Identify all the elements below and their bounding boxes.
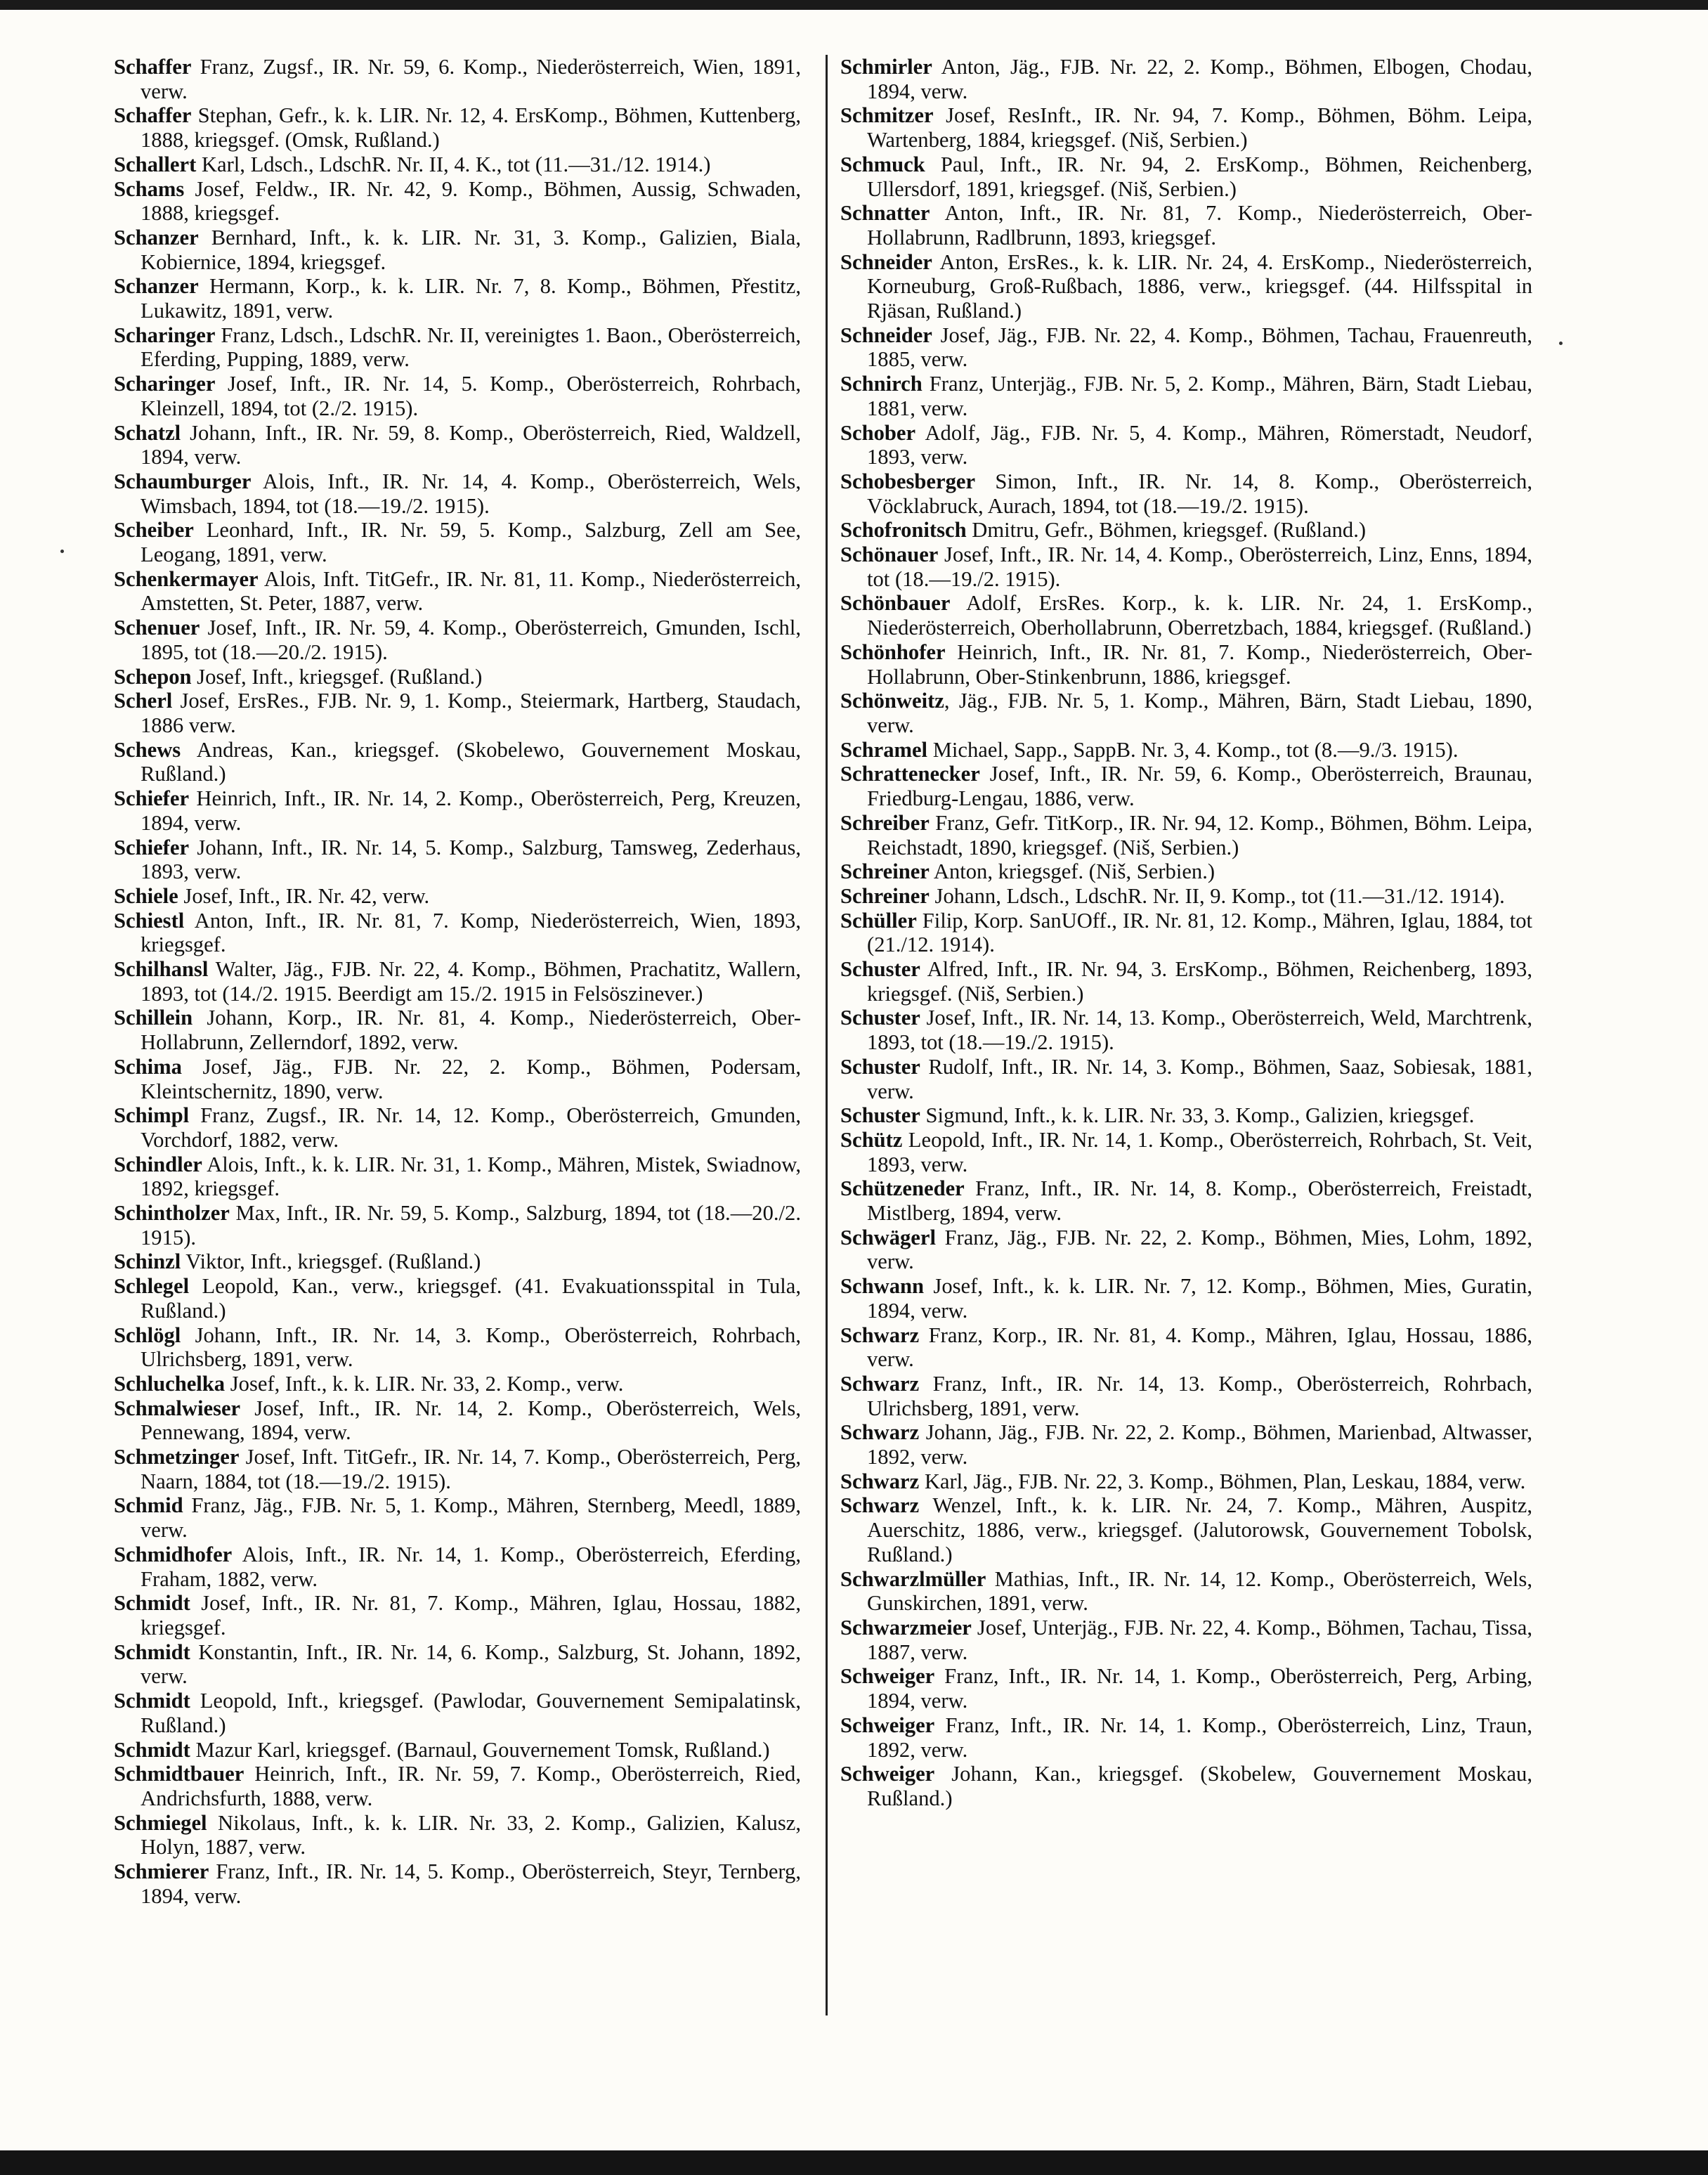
entry-details: Franz, Jäg., FJB. Nr. 22, 2. Komp., Böhmen, Mies, Lohm, 1892, verw. (867, 1225, 1532, 1274)
scan-border-top (0, 0, 1708, 10)
register-entry (114, 1249, 801, 1274)
entry-surname: Scharinger (114, 323, 216, 347)
entry-details: Anton, ErsRes., k. k. LIR. Nr. 24, 4. ErsKomp., Niederösterreich, Korneuburg, Groß-Rußbach, 1886, verw., kriegsgef. (44. Hilfsspital in Rjäsan, Rußland.) (867, 249, 1532, 323)
entry-details: Josef, Feldw., IR. Nr. 42, 9. Komp., Böhmen, Aussig, Schwaden, 1888, kriegsgef. (141, 176, 801, 226)
register-entry (840, 1226, 1532, 1274)
entry-details: Sigmund, Inft., k. k. LIR. Nr. 33, 3. Komp., Galizien, kriegsgef. (920, 1103, 1475, 1128)
column-divider (826, 55, 828, 2015)
entry-surname: Schews (114, 737, 181, 762)
register-entry (114, 1543, 801, 1591)
entry-surname: Schneider (840, 323, 932, 347)
entry-details: Leopold, Kan., verw., kriegsgef. (41. Evakuationsspital in Tula, Rußland.) (141, 1274, 801, 1323)
entry-details: Michael, Sapp., SappB. Nr. 3, 4. Komp., tot (8.—9./3. 1915). (927, 737, 1459, 762)
entry-surname: Schreiber (840, 810, 930, 835)
register-entry (114, 1493, 801, 1542)
register-entry (840, 323, 1532, 372)
entry-details: Johann, Ldsch., LdschR. Nr. II, 9. Komp., tot (11.—31./12. 1914). (929, 883, 1505, 908)
entry-details: Alfred, Inft., IR. Nr. 94, 3. ErsKomp., Böhmen, Reichenberg, 1893, kriegsgef. (Niš, Serbien.) (867, 957, 1532, 1006)
register-entry (840, 1274, 1532, 1323)
entry-details: Max, Inft., IR. Nr. 59, 5. Komp., Salzburg, 1894, tot (18.—20./2. 1915). (141, 1201, 801, 1249)
entry-details: Mathias, Inft., IR. Nr. 14, 12. Komp., Oberösterreich, Wels, Gunskirchen, 1891, verw. (867, 1566, 1532, 1616)
entry-details: Johann, Inft., IR. Nr. 59, 8. Komp., Oberösterreich, Ried, Waldzell, 1894, verw. (141, 420, 801, 469)
entry-details: Leonhard, Inft., IR. Nr. 59, 5. Komp., Salzburg, Zell am See, Leogang, 1891, verw. (141, 518, 801, 567)
entry-details: Johann, Inft., IR. Nr. 14, 5. Komp., Salzburg, Tamsweg, Zederhaus, 1893, verw. (141, 835, 801, 884)
register-entry (114, 1372, 801, 1396)
register-entry (114, 909, 801, 957)
register-entry (840, 1664, 1532, 1713)
entry-surname: Schrattenecker (840, 762, 980, 786)
entry-details: Josef, Inft., kriegsgef. (Rußland.) (191, 664, 483, 689)
entry-surname: Schnirch (840, 372, 923, 396)
entry-surname: Schams (114, 176, 185, 201)
entry-details: Alois, Inft., k. k. LIR. Nr. 31, 1. Komp., Mähren, Mistek, Swiadnow, 1892, kriegsgef. (141, 1152, 801, 1201)
entry-details: Franz, Unterjäg., FJB. Nr. 5, 2. Komp., Mähren, Bärn, Stadt Liebau, 1881, verw. (867, 372, 1532, 420)
entry-surname: Schluchelka (114, 1371, 226, 1396)
register-entry (840, 1762, 1532, 1810)
entry-surname: Schmetzinger (114, 1445, 240, 1469)
entry-surname: Schiele (114, 883, 178, 908)
register-entry (840, 103, 1532, 152)
entry-details: Johann, Kan., kriegsgef. (Skobelew, Gouvernement Moskau, Rußland.) (867, 1762, 1532, 1810)
register-entry (114, 567, 801, 616)
entry-surname: Schwarzmeier (840, 1616, 972, 1640)
entry-surname: Schlögl (114, 1323, 181, 1347)
entry-surname: Schallert (114, 152, 197, 176)
entry-details: Heinrich, Inft., IR. Nr. 81, 7. Komp., Niederösterreich, Ober-Hollabrunn, Ober-Stinkenbrunn, 1886, kriegsgef. (867, 639, 1532, 689)
entry-surname: Schreiner (840, 883, 930, 908)
entry-details: Josef, Inft. TitGefr., IR. Nr. 14, 7. Komp., Oberösterreich, Perg, Naarn, 1884, tot (18.—19./2. 1915). (141, 1445, 801, 1493)
entry-surname: Schuster (840, 1054, 920, 1079)
register-entry (114, 957, 801, 1006)
entry-surname: Schwann (840, 1274, 925, 1299)
entry-surname: Schanzer (114, 274, 199, 299)
entry-details: Johann, Korp., IR. Nr. 81, 4. Komp., Niederösterreich, Ober-Hollabrunn, Zellerndorf, 1892, verw. (141, 1006, 801, 1055)
entry-surname: Schwarz (840, 1493, 920, 1518)
entry-surname: Schuster (840, 957, 920, 982)
register-entry (840, 1420, 1532, 1469)
register-entry (840, 1006, 1532, 1054)
entry-details: Konstantin, Inft., IR. Nr. 14, 6. Komp., Salzburg, St. Johann, 1892, verw. (141, 1640, 801, 1689)
entry-surname: Schönauer (840, 543, 939, 567)
entry-surname: Schillein (114, 1006, 193, 1030)
entry-surname: Schweiger (840, 1762, 935, 1786)
entry-details: Josef, ErsRes., FJB. Nr. 9, 1. Komp., Steiermark, Hartberg, Staudach, 1886 verw. (141, 689, 801, 737)
entry-details: Alois, Inft. TitGefr., IR. Nr. 81, 11. Komp., Niederösterreich, Amstetten, St. Peter, 1887, verw. (141, 566, 801, 616)
entry-details: Leopold, Inft., kriegsgef. (Pawlodar, Gouvernement Semipalatinsk, Rußland.) (141, 1689, 801, 1737)
register-entry (114, 518, 801, 566)
entry-surname: Schobesberger (840, 469, 976, 493)
entry-details: Franz, Zugsf., IR. Nr. 59, 6. Komp., Niederösterreich, Wien, 1891, verw. (141, 55, 801, 103)
entry-surname: Schramel (840, 737, 928, 762)
scan-speck (60, 550, 64, 553)
entry-surname: Schober (840, 420, 916, 445)
register-entry (840, 1176, 1532, 1225)
entry-details: Anton, Inft., IR. Nr. 81, 7. Komp., Niederösterreich, Ober-Hollabrunn, Radlbrunn, 1893, kriegsgef. (867, 201, 1532, 249)
entry-surname: Schütz (840, 1127, 903, 1152)
entry-details: Heinrich, Inft., IR. Nr. 14, 2. Komp., Oberösterreich, Perg, Kreuzen, 1894, verw. (141, 786, 801, 835)
entry-surname: Schützeneder (840, 1176, 965, 1201)
register-entry (840, 1713, 1532, 1762)
register-entry (114, 274, 801, 323)
entry-surname: Schmierer (114, 1859, 209, 1884)
entry-surname: Schuster (840, 1103, 920, 1128)
register-entry (114, 372, 801, 420)
entry-surname: Schweiger (840, 1664, 935, 1689)
register-entry (840, 738, 1532, 762)
entry-surname: Schwägerl (840, 1225, 936, 1249)
entry-surname: Schmidtbauer (114, 1762, 245, 1786)
register-entry (840, 1469, 1532, 1494)
register-entry (114, 1689, 801, 1737)
entry-surname: Scheiber (114, 518, 194, 543)
register-entry (840, 762, 1532, 810)
left-column (114, 55, 801, 1908)
register-entry (840, 1372, 1532, 1420)
entry-details: Johann, Jäg., FJB. Nr. 22, 2. Komp., Böhmen, Marienbad, Altwasser, 1892, verw. (867, 1420, 1532, 1469)
register-entry (114, 226, 801, 274)
entry-details: Alois, Inft., IR. Nr. 14, 1. Komp., Oberösterreich, Eferding, Fraham, 1882, verw. (141, 1542, 801, 1591)
entry-details: Josef, Inft., k. k. LIR. Nr. 33, 2. Komp., verw. (225, 1371, 624, 1396)
register-entry (114, 786, 801, 835)
register-entry (114, 1591, 801, 1640)
entry-details: Mazur Karl, kriegsgef. (Barnaul, Gouvernement Tomsk, Rußland.) (190, 1737, 770, 1762)
right-column (840, 55, 1532, 1811)
entry-details: Josef, Inft., IR. Nr. 14, 13. Komp., Oberösterreich, Weld, Marchtrenk, 1893, tot (18.—19./2. 1915). (867, 1006, 1532, 1055)
entry-surname: Schatzl (114, 420, 181, 445)
entry-surname: Schmalwieser (114, 1396, 241, 1420)
register-entry (840, 884, 1532, 909)
register-entry (114, 1640, 801, 1689)
register-entry (840, 55, 1532, 103)
entry-details: Franz, Inft., IR. Nr. 14, 5. Komp., Oberösterreich, Steyr, Ternberg, 1894, verw. (141, 1859, 801, 1908)
register-entry (840, 909, 1532, 957)
entry-details: Andreas, Kan., kriegsgef. (Skobelewo, Gouvernement Moskau, Rußland.) (141, 737, 801, 786)
entry-details: Franz, Ldsch., LdschR. Nr. II, vereinigtes 1. Baon., Oberösterreich, Eferding, Pupping, 1889, verw. (141, 323, 801, 372)
register-entry (840, 372, 1532, 420)
entry-details: Franz, Inft., IR. Nr. 14, 1. Komp., Oberösterreich, Perg, Arbing, 1894, verw. (867, 1664, 1532, 1713)
entry-surname: Scharinger (114, 372, 216, 396)
register-entry (114, 469, 801, 518)
register-entry (114, 1055, 801, 1103)
register-entry (114, 1762, 801, 1810)
register-entry (840, 1616, 1532, 1664)
entry-surname: Schiefer (114, 835, 190, 859)
entry-details: Josef, Inft., IR. Nr. 14, 4. Komp., Oberösterreich, Linz, Enns, 1894, tot (18.—19./2. 1915). (867, 543, 1532, 591)
register-entry (114, 1103, 801, 1152)
register-entry (840, 859, 1532, 884)
entry-details: Hermann, Korp., k. k. LIR. Nr. 7, 8. Komp., Böhmen, Přestitz, Lukawitz, 1891, verw. (141, 274, 801, 323)
entry-surname: Schintholzer (114, 1201, 230, 1226)
register-entry (840, 1055, 1532, 1103)
entry-details: Josef, Inft., k. k. LIR. Nr. 7, 12. Komp., Böhmen, Mies, Guratin, 1894, verw. (867, 1274, 1532, 1323)
register-entry (840, 957, 1532, 1006)
register-entry (114, 1323, 801, 1372)
entry-details: Stephan, Gefr., k. k. LIR. Nr. 12, 4. ErsKomp., Böhmen, Kuttenberg, 1888, kriegsgef. (Omsk, Rußland.) (141, 103, 801, 152)
entry-details: Josef, Inft., IR. Nr. 59, 6. Komp., Oberösterreich, Braunau, Friedburg-Lengau, 1886, verw. (867, 762, 1532, 811)
entry-details: Josef, Unterjäg., FJB. Nr. 22, 4. Komp., Böhmen, Tachau, Tissa, 1887, verw. (867, 1616, 1532, 1664)
entry-surname: Schiestl (114, 908, 185, 933)
register-entry (114, 836, 801, 884)
entry-surname: Schmidt (114, 1640, 190, 1664)
entry-details: Paul, Inft., IR. Nr. 94, 2. ErsKomp., Böhmen, Reichenberg, Ullersdorf, 1891, kriegsgef. (Niš, Serbien.) (867, 152, 1532, 201)
register-entry (114, 55, 801, 103)
entry-surname: Schanzer (114, 225, 199, 249)
entry-surname: Schwarz (840, 1420, 920, 1445)
register-entry (114, 1006, 801, 1054)
entry-details: Josef, Inft., IR. Nr. 14, 5. Komp., Oberösterreich, Rohrbach, Kleinzell, 1894, tot (2./2. 1915). (141, 372, 801, 420)
entry-details: Wenzel, Inft., k. k. LIR. Nr. 24, 7. Komp., Mähren, Auspitz, Auerschitz, 1886, verw., kriegsgef. (Jalutorowsk, Gouvernement Tobolsk, Rußland.) (867, 1493, 1532, 1566)
entry-surname: Schmuck (840, 152, 925, 176)
entry-surname: Schlegel (114, 1274, 190, 1299)
entry-surname: Schnatter (840, 201, 930, 226)
entry-details: Franz, Inft., IR. Nr. 14, 1. Komp., Oberösterreich, Linz, Traun, 1892, verw. (867, 1713, 1532, 1762)
register-entry (840, 1323, 1532, 1372)
register-entry (114, 616, 801, 664)
entry-details: Karl, Jäg., FJB. Nr. 22, 3. Komp., Böhmen, Plan, Leskau, 1884, verw. (919, 1469, 1526, 1493)
entry-details: Anton, Jäg., FJB. Nr. 22, 2. Komp., Böhmen, Elbogen, Chodau, 1894, verw. (867, 55, 1532, 103)
entry-surname: Schilhansl (114, 957, 209, 982)
entry-surname: Schmidt (114, 1737, 190, 1762)
entry-details: Viktor, Inft., kriegsgef. (Rußland.) (181, 1249, 481, 1274)
entry-details: Bernhard, Inft., k. k. LIR. Nr. 31, 3. Komp., Galizien, Biala, Kobiernice, 1894, kriegsgef. (141, 225, 801, 274)
entry-details: Josef, Inft., IR. Nr. 81, 7. Komp., Mähren, Iglau, Hossau, 1882, kriegsgef. (141, 1591, 801, 1640)
register-entry (114, 323, 801, 372)
entry-details: Josef, ResInft., IR. Nr. 94, 7. Komp., Böhmen, Böhm. Leipa, Wartenberg, 1884, kriegsgef. (Niš, Serbien.) (867, 103, 1532, 152)
register-entry (114, 1859, 801, 1908)
register-entry (840, 1493, 1532, 1566)
entry-surname: Schwarzlmüller (840, 1566, 986, 1591)
entry-surname: Schmidt (114, 1689, 190, 1713)
entry-details: Josef, Jäg., FJB. Nr. 22, 4. Komp., Böhmen, Tachau, Frauenreuth, 1885, verw. (867, 323, 1532, 372)
register-entry (114, 1396, 801, 1445)
register-entry (840, 543, 1532, 591)
entry-details: Adolf, Jäg., FJB. Nr. 5, 4. Komp., Mähren, Römerstadt, Neudorf, 1893, verw. (867, 420, 1532, 469)
register-entry (114, 689, 801, 737)
scan-border-bottom (0, 2150, 1708, 2175)
entry-surname: Schenkermayer (114, 566, 259, 591)
register-entry (840, 250, 1532, 323)
entry-details: Franz, Inft., IR. Nr. 14, 13. Komp., Oberösterreich, Rohrbach, Ulrichsberg, 1891, verw. (867, 1371, 1532, 1420)
entry-surname: Schiefer (114, 786, 190, 811)
entry-details: Karl, Ldsch., LdschR. Nr. II, 4. K., tot (11.—31./12. 1914.) (196, 152, 711, 176)
entry-surname: Schwarz (840, 1469, 920, 1493)
scan-speck (1559, 342, 1563, 345)
entry-details: Josef, Inft., IR. Nr. 42, verw. (178, 883, 430, 908)
entry-details: Johann, Inft., IR. Nr. 14, 3. Komp., Oberösterreich, Rohrbach, Ulrichsberg, 1891, verw. (141, 1323, 801, 1372)
entry-surname: Schmiegel (114, 1810, 207, 1835)
register-entry (840, 1567, 1532, 1616)
register-entry (840, 469, 1532, 518)
entry-surname: Schreiner (840, 859, 930, 884)
register-entry (114, 665, 801, 689)
entry-details: Franz, Jäg., FJB. Nr. 5, 1. Komp., Mähren, Sternberg, Meedl, 1889, verw. (141, 1493, 801, 1543)
register-entry (840, 689, 1532, 737)
register-entry (114, 1445, 801, 1493)
entry-surname: Schenuer (114, 616, 200, 640)
entry-details: Leopold, Inft., IR. Nr. 14, 1. Komp., Oberösterreich, Rohrbach, St. Veit, 1893, verw. (867, 1127, 1532, 1176)
entry-surname: Schwarz (840, 1323, 920, 1347)
register-entry (840, 640, 1532, 689)
entry-surname: Schüller (840, 908, 917, 933)
register-entry (114, 738, 801, 786)
entry-surname: Schwarz (840, 1371, 920, 1396)
entry-surname: Schneider (840, 249, 932, 274)
entry-details: Josef, Inft., IR. Nr. 59, 4. Komp., Oberösterreich, Gmunden, Ischl, 1895, tot (18.—20./2. 1915). (141, 616, 801, 664)
entry-surname: Schweiger (840, 1713, 935, 1737)
entry-surname: Schindler (114, 1152, 202, 1176)
register-entry (114, 1811, 801, 1859)
register-entry (114, 884, 801, 909)
entry-surname: Schaumburger (114, 469, 252, 493)
entry-details: Josef, Inft., IR. Nr. 14, 2. Komp., Oberösterreich, Wels, Pennewang, 1894, verw. (141, 1396, 801, 1445)
entry-surname: Schuster (840, 1006, 920, 1030)
entry-surname: Schima (114, 1054, 182, 1079)
entry-surname: Schepon (114, 664, 192, 689)
register-entry (114, 1738, 801, 1762)
register-entry (840, 201, 1532, 249)
entry-details: Franz, Zugsf., IR. Nr. 14, 12. Komp., Oberösterreich, Gmunden, Vorchdorf, 1882, verw. (141, 1103, 801, 1152)
entry-details: Adolf, ErsRes. Korp., k. k. LIR. Nr. 24, 1. ErsKomp., Niederösterreich, Oberhollabrunn, Oberretzbach, 1884, kriegsgef. (Rußland.) (867, 591, 1532, 640)
entry-surname: Schönbauer (840, 591, 951, 616)
entry-surname: Schimpl (114, 1103, 190, 1128)
register-entry (114, 152, 801, 177)
entry-details: , Jäg., FJB. Nr. 5, 1. Komp., Mähren, Bärn, Stadt Liebau, 1890, verw. (867, 689, 1532, 737)
register-entry (840, 152, 1532, 201)
entry-surname: Schinzl (114, 1249, 181, 1274)
entry-surname: Schmirler (840, 55, 932, 79)
register-entry (114, 177, 801, 226)
entry-details: Nikolaus, Inft., k. k. LIR. Nr. 33, 2. Komp., Galizien, Kalusz, Holyn, 1887, verw. (141, 1810, 801, 1859)
register-entry (840, 1103, 1532, 1128)
entry-details: Josef, Jäg., FJB. Nr. 22, 2. Komp., Böhmen, Podersam, Kleintschernitz, 1890, verw. (141, 1054, 801, 1103)
entry-details: Franz, Korp., IR. Nr. 81, 4. Komp., Mähren, Iglau, Hossau, 1886, verw. (867, 1323, 1532, 1372)
entry-surname: Schaffer (114, 55, 192, 79)
entry-details: Alois, Inft., IR. Nr. 14, 4. Komp., Oberösterreich, Wels, Wimsbach, 1894, tot (18.—19./2. 1915). (141, 469, 801, 518)
entry-details: Dmitru, Gefr., Böhmen, kriegsgef. (Rußland.) (966, 518, 1367, 543)
register-entry (840, 421, 1532, 469)
entry-details: Heinrich, Inft., IR. Nr. 59, 7. Komp., Oberösterreich, Ried, Andrichsfurth, 1888, verw. (141, 1762, 801, 1810)
entry-surname: Schaffer (114, 103, 192, 128)
register-entry (114, 421, 801, 469)
entry-surname: Schönhofer (840, 639, 946, 664)
register-entry (840, 1128, 1532, 1176)
entry-details: Anton, Inft., IR. Nr. 81, 7. Komp, Niederösterreich, Wien, 1893, kriegsgef. (141, 908, 801, 957)
entry-surname: Schmidt (114, 1591, 190, 1616)
register-entry (114, 103, 801, 152)
register-entry (114, 1274, 801, 1323)
entry-details: Filip, Korp. SanUOff., IR. Nr. 81, 12. Komp., Mähren, Iglau, 1884, tot (21./12. 1914). (867, 908, 1532, 957)
entry-details: Walter, Jäg., FJB. Nr. 22, 4. Komp., Böhmen, Prachatitz, Wallern, 1893, tot (14./2. 1915. Beerdigt am 15./2. 1915 in Felsöszinever.) (141, 957, 801, 1006)
entry-details: Franz, Gefr. TitKorp., IR. Nr. 94, 12. Komp., Böhmen, Böhm. Leipa, Reichstadt, 1890, kriegsgef. (Niš, Serbien.) (867, 810, 1532, 859)
entry-surname: Schmid (114, 1493, 183, 1518)
register-entry (840, 811, 1532, 859)
entry-surname: Schönweitz (840, 689, 944, 713)
entry-surname: Scherl (114, 689, 173, 713)
register-entry (840, 518, 1532, 543)
register-entry (114, 1153, 801, 1201)
entry-surname: Schmitzer (840, 103, 934, 128)
entry-details: Simon, Inft., IR. Nr. 14, 8. Komp., Oberösterreich, Vöcklabruck, Aurach, 1894, tot (18.—19./2. 1915). (867, 469, 1532, 518)
entry-surname: Schofronitsch (840, 518, 967, 543)
register-entry (114, 1201, 801, 1249)
entry-surname: Schmidhofer (114, 1542, 233, 1566)
register-entry (840, 591, 1532, 639)
entry-details: Franz, Inft., IR. Nr. 14, 8. Komp., Oberösterreich, Freistadt, Mistlberg, 1894, verw. (867, 1176, 1532, 1226)
entry-details: Anton, kriegsgef. (Niš, Serbien.) (929, 859, 1215, 884)
entry-details: Rudolf, Inft., IR. Nr. 14, 3. Komp., Böhmen, Saaz, Sobiesak, 1881, verw. (867, 1054, 1532, 1103)
